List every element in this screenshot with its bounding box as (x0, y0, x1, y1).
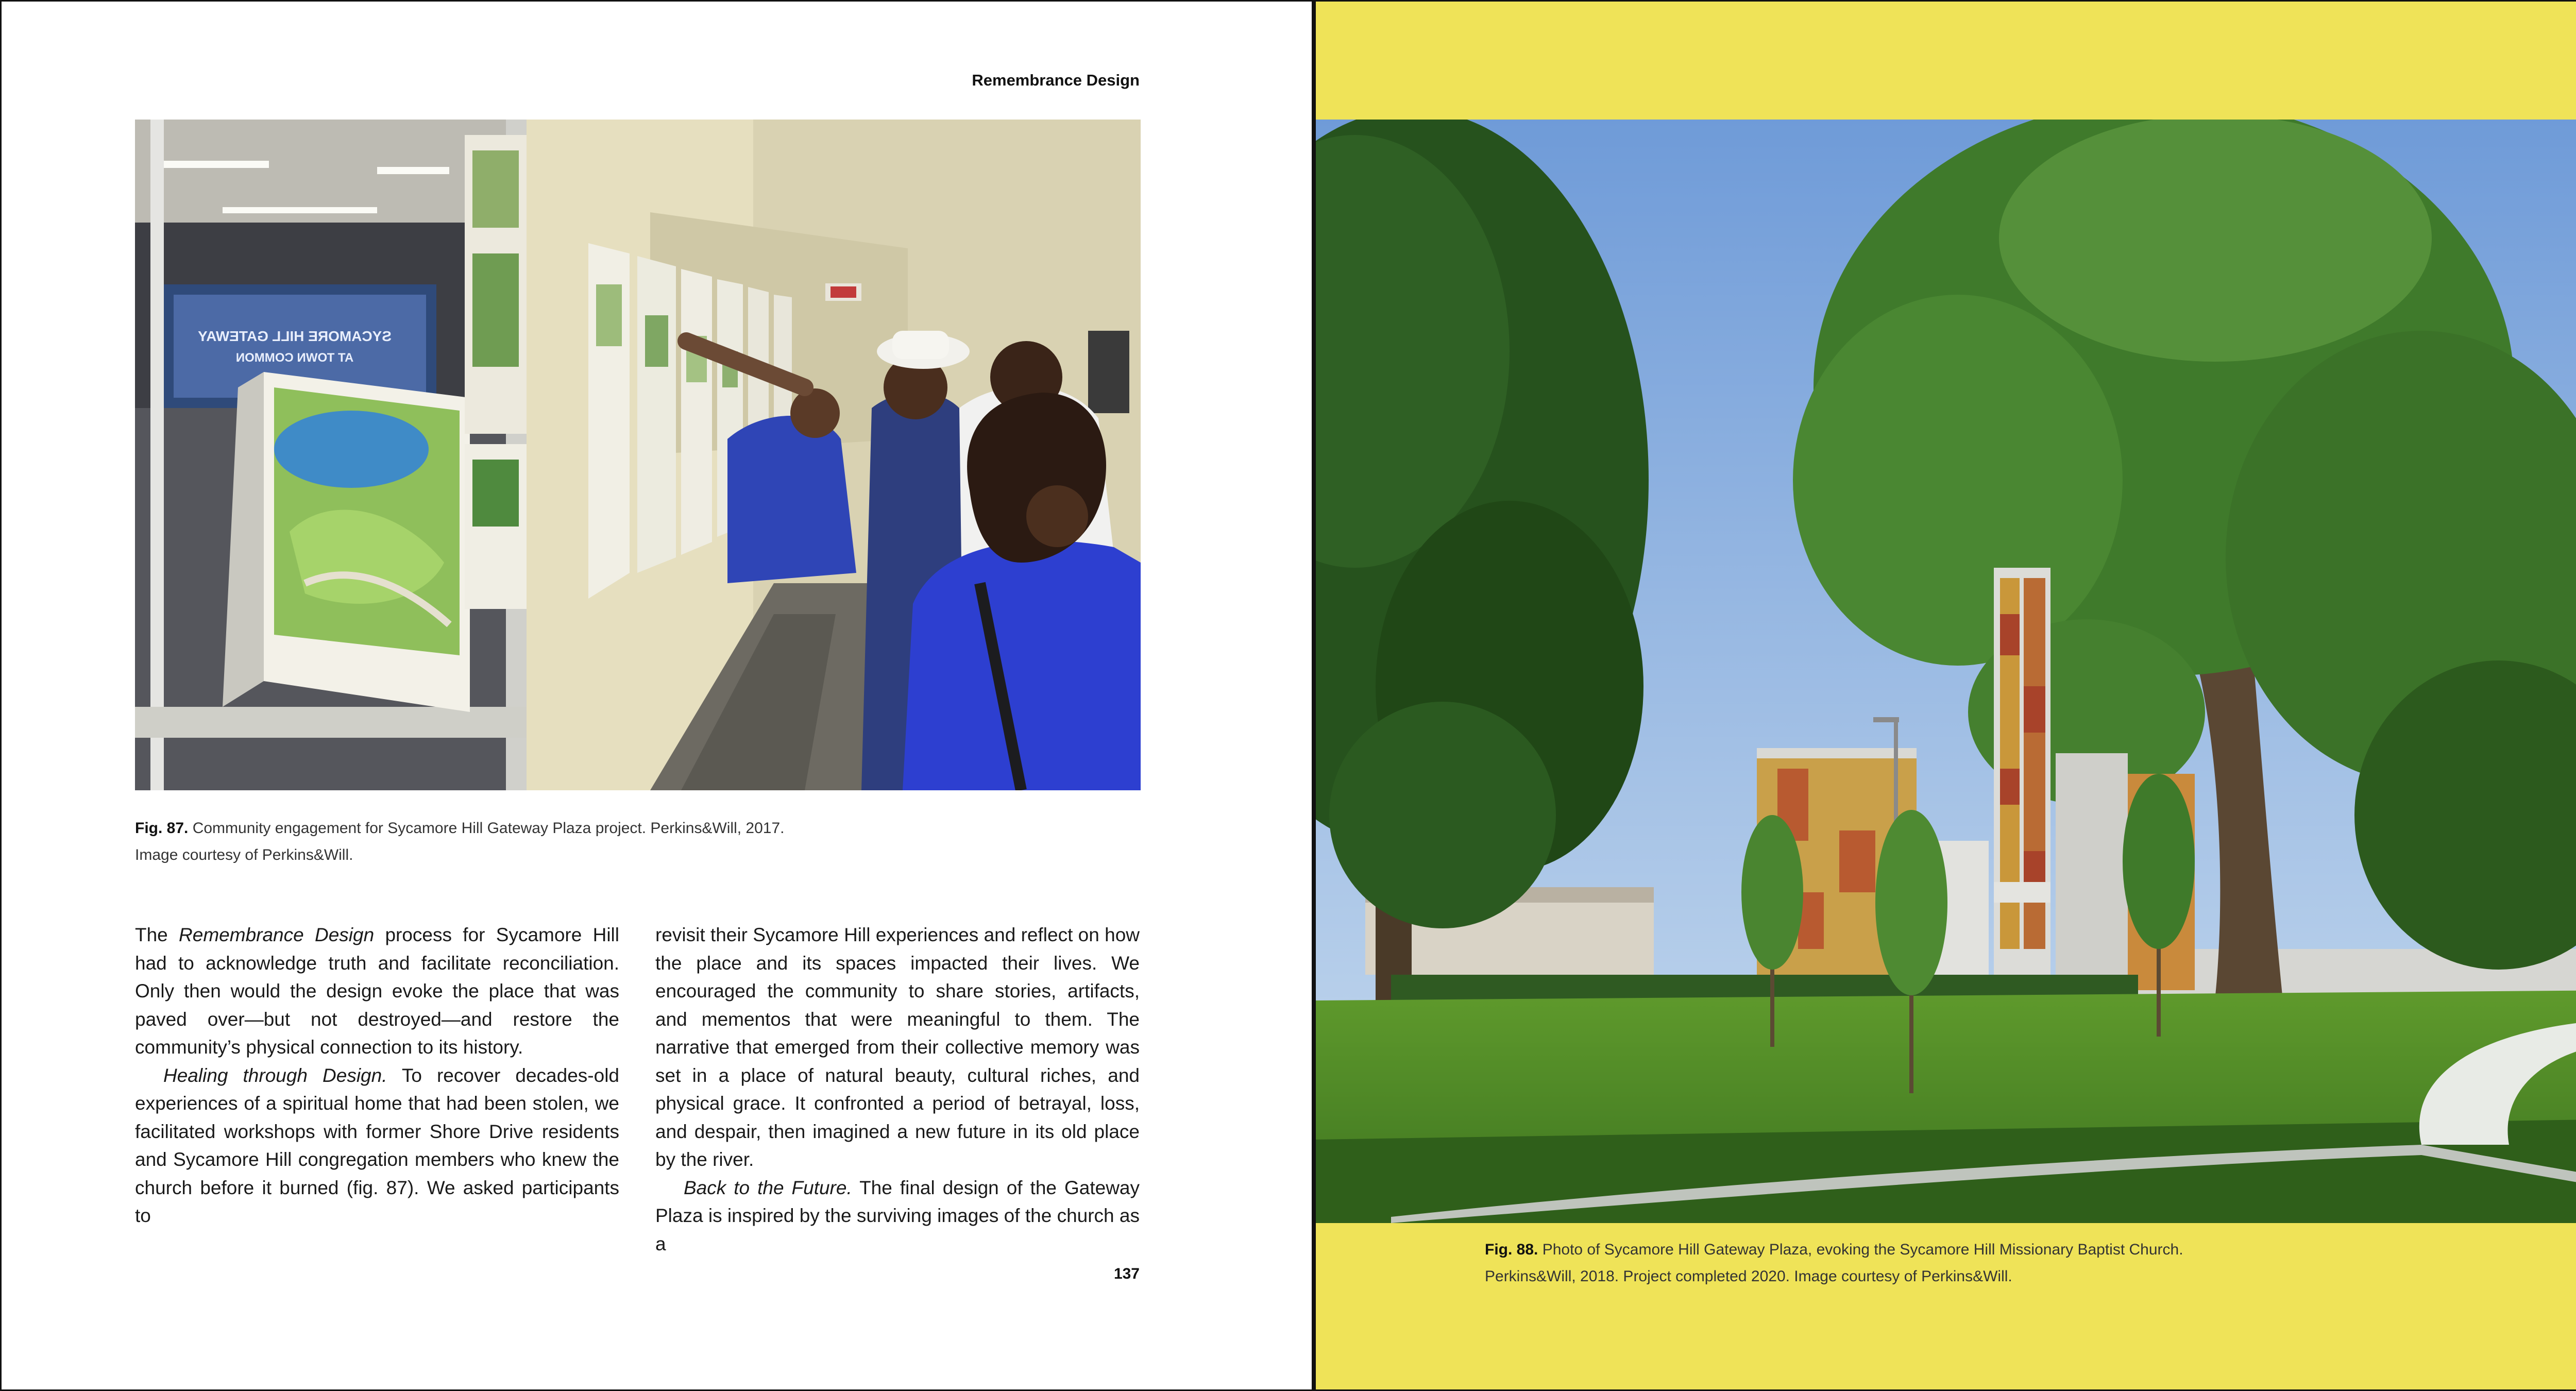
figure-88-caption-line-2: Perkins&Will, 2018. Project completed 2020. Image courtesy of Perkins&Will. (1485, 1268, 2012, 1285)
body-text: To recover decades-old experiences of a spiritual home that had been stolen, we facilitated workshops with former Shore Drive residents and Sycamore Hill congregation members who knew the church before it burned (fig. 87). We asked participants to (135, 1064, 619, 1226)
body-column-1 (135, 921, 619, 1230)
body-text: The final design of the Gateway Plaza is inspired by the surviving images of the church as a (655, 1177, 1140, 1254)
community-engagement-photo (135, 120, 1141, 790)
figure-87-label: Fig. 87. (135, 820, 189, 837)
projection-screen-text-2: AT TOWN COMMON (235, 351, 354, 365)
figure-88-caption-line-1 (1485, 1236, 2464, 1263)
figure-88-label: Fig. 88. (1485, 1241, 1538, 1258)
running-head: Remembrance Design (972, 71, 1140, 89)
page-number: 137 (1113, 1265, 1140, 1282)
section-run-in-heading: Back to the Future. (684, 1177, 852, 1198)
figure-88-caption (1485, 1236, 2464, 1290)
body-column-2 (655, 921, 1140, 1258)
body-paragraph (655, 1174, 1140, 1259)
body-paragraph (135, 1062, 619, 1230)
gateway-plaza-photo (1314, 120, 2576, 1223)
body-emphasis: Remembrance Design (179, 924, 375, 945)
projection-screen-text-1: SYCAMORE HILL GATEWAY (198, 328, 392, 344)
figure-87-caption-text: Community engagement for Sycamore Hill Gateway Plaza project. Perkins&Will, 2017. (192, 820, 785, 837)
page-gutter (1312, 0, 1316, 1391)
figure-88-photo (1314, 120, 2576, 1223)
figure-87-caption-line-1 (135, 815, 1141, 842)
figure-87-caption-line-2: Image courtesy of Perkins&Will. (135, 846, 353, 863)
body-text: process for Sycamore Hill had to acknowledge truth and facilitate reconciliation. Only then would the design evoke the place that was paved over—but not destroyed—and restore the community’s physical connection to its history. (135, 924, 619, 1058)
figure-87-caption (135, 815, 1141, 869)
body-paragraph: revisit their Sycamore Hill experiences and reflect on how the place and its spaces impacted their lives. We encouraged the community to share stories, artifacts, and mementos that were meaningful to them. The narrative that emerged from their collective memory was set in a place of natural beauty, cultural riches, and physical grace. It confronted a period of betrayal, loss, and despair, then imagined a new future in its old place by the river. (655, 924, 1140, 1170)
body-text: The (135, 924, 179, 945)
section-run-in-heading: Healing through Design. (163, 1064, 387, 1086)
body-paragraph (135, 921, 619, 1062)
figure-87-photo (135, 120, 1141, 790)
figure-88-caption-text: Photo of Sycamore Hill Gateway Plaza, evoking the Sycamore Hill Missionary Baptist Church. (1542, 1241, 2183, 1258)
right-page (1314, 0, 2576, 1391)
